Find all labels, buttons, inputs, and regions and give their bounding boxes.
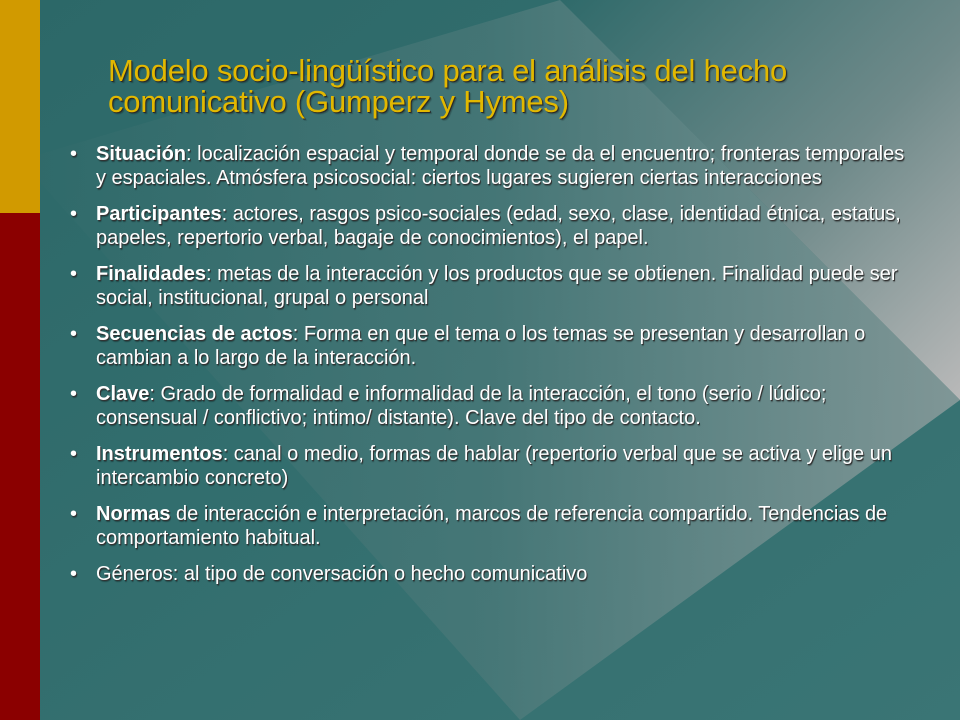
title-line-2: comunicativo (Gumperz y Hymes) [108, 84, 569, 119]
bullet-item-secuencias [70, 322, 910, 370]
bullet-text: : canal o medio, formas de hablar (repertorio verbal que se activa y elige un intercambio concreto) [96, 443, 892, 489]
bullet-icon: • [70, 383, 78, 405]
bullet-term: Instrumentos [96, 443, 223, 465]
bullet-item-finalidades [70, 262, 910, 310]
bullet-icon: • [70, 563, 78, 585]
bullet-icon: • [70, 203, 78, 225]
bullet-text: Géneros: al tipo de conversación o hecho comunicativo [96, 563, 588, 585]
bullet-item-normas [70, 502, 910, 550]
bullet-text: de interacción e interpretación, marcos de referencia compartido. Tendencias de comportamiento habitual. [96, 503, 888, 549]
bullet-text: : Grado de formalidad e informalidad de la interacción, el tono (serio / lúdico; consensual / conflictivo; intimo/ distante). Clave del tipo de contacto. [96, 383, 827, 429]
bullet-term: Normas [96, 503, 171, 525]
bullet-item-instrumentos [70, 442, 910, 490]
bullet-term: Finalidades [96, 263, 207, 285]
bullet-icon: • [70, 143, 78, 165]
bullet-term: Situación [96, 143, 187, 165]
bullet-icon: • [70, 443, 78, 465]
bullet-term: Secuencias de actos [96, 323, 293, 345]
bullet-list [70, 142, 910, 598]
bullet-text: : actores, rasgos psico-sociales (edad, sexo, clase, identidad étnica, estatus, papeles, repertorio verbal, bagaje de conocimientos), el papel. [96, 203, 901, 249]
bullet-text: : Forma en que el tema o los temas se presentan y desarrollan o cambian a lo largo de la interacción. [96, 323, 866, 369]
slide-title [108, 55, 908, 117]
left-stripe-red [0, 213, 40, 720]
bullet-icon: • [70, 323, 78, 345]
bullet-item-generos [70, 562, 910, 586]
bullet-text: : localización espacial y temporal donde se da el encuentro; fronteras temporales y espaciales. Atmósfera psicosocial: ciertos lugares sugieren ciertas interacciones [96, 143, 905, 189]
bullet-text: : metas de la interacción y los productos que se obtienen. Finalidad puede ser social, institucional, grupal o personal [96, 263, 898, 309]
left-stripe-gold [0, 0, 40, 213]
bullet-item-clave [70, 382, 910, 430]
bullet-item-situacion [70, 142, 910, 190]
bullet-term: Participantes [96, 203, 222, 225]
bullet-item-participantes [70, 202, 910, 250]
title-line-1: Modelo socio-lingüístico para el análisis del hecho [108, 53, 788, 88]
bullet-icon: • [70, 503, 78, 525]
bullet-icon: • [70, 263, 78, 285]
bullet-term: Clave [96, 383, 150, 405]
